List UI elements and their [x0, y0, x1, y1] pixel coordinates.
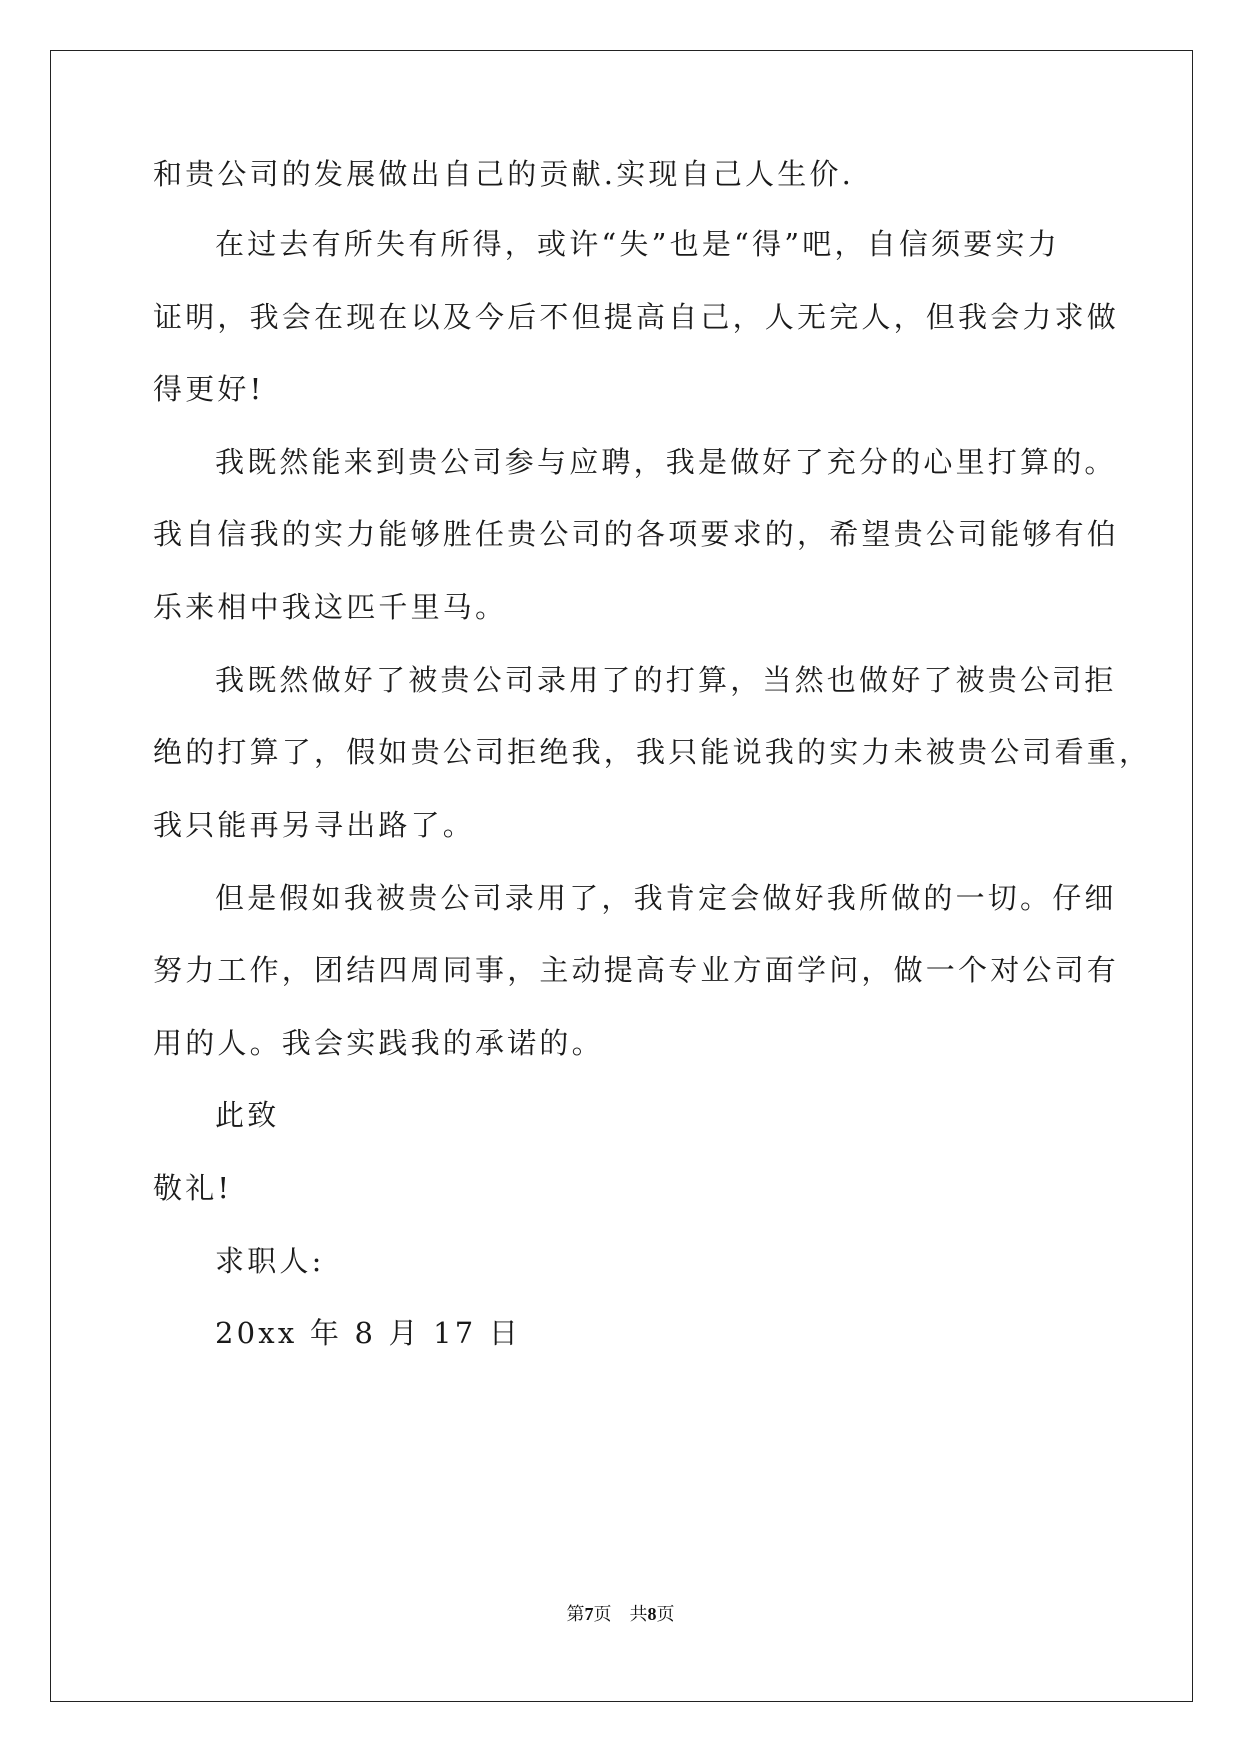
body-line-5: 我既然能来到贵公司参与应聘，我是做好了充分的心里打算的。 — [215, 445, 1117, 479]
page-prefix: 第 — [566, 1604, 585, 1624]
page-border — [50, 50, 1193, 1702]
body-line-9: 绝的打算了，假如贵公司拒绝我，我只能说我的实力未被贵公司看重， — [153, 735, 1152, 769]
body-line-8: 我既然做好了被贵公司录用了的打算，当然也做好了被贵公司拒 — [215, 663, 1117, 697]
total-prefix: 共 — [629, 1604, 648, 1624]
page-footer — [0, 1600, 1241, 1626]
closing-respect: 敬礼! — [153, 1171, 233, 1205]
closing-salutation: 此致 — [215, 1098, 280, 1132]
body-line-12: 努力工作，团结四周同事，主动提高专业方面学问，做一个对公司有 — [153, 953, 1120, 987]
page-suffix: 页 — [593, 1604, 612, 1624]
total-suffix: 页 — [656, 1604, 675, 1624]
page-total-number: 8 — [647, 1604, 657, 1624]
body-line-13: 用的人。我会实践我的承诺的。 — [153, 1026, 604, 1060]
body-line-10: 我只能再另寻出路了。 — [153, 808, 476, 842]
body-line-11: 但是假如我被贵公司录用了，我肯定会做好我所做的一切。仔细 — [215, 881, 1117, 915]
signature-label: 求职人: — [215, 1244, 325, 1278]
letter-date: 20xx 年 8 月 17 日 — [215, 1316, 522, 1350]
page-current-number: 7 — [584, 1604, 594, 1624]
body-line-4: 得更好! — [153, 372, 265, 406]
body-line-3: 证明，我会在现在以及今后不但提高自己，人无完人，但我会力求做 — [153, 300, 1120, 334]
body-line-2: 在过去有所失有所得，或许“失”也是“得”吧，自信须要实力 — [215, 227, 1060, 261]
body-line-7: 乐来相中我这匹千里马。 — [153, 590, 508, 624]
body-line-6: 我自信我的实力能够胜任贵公司的各项要求的，希望贵公司能够有伯 — [153, 517, 1120, 551]
body-line-1: 和贵公司的发展做出自己的贡献.实现自己人生价. — [153, 157, 855, 191]
